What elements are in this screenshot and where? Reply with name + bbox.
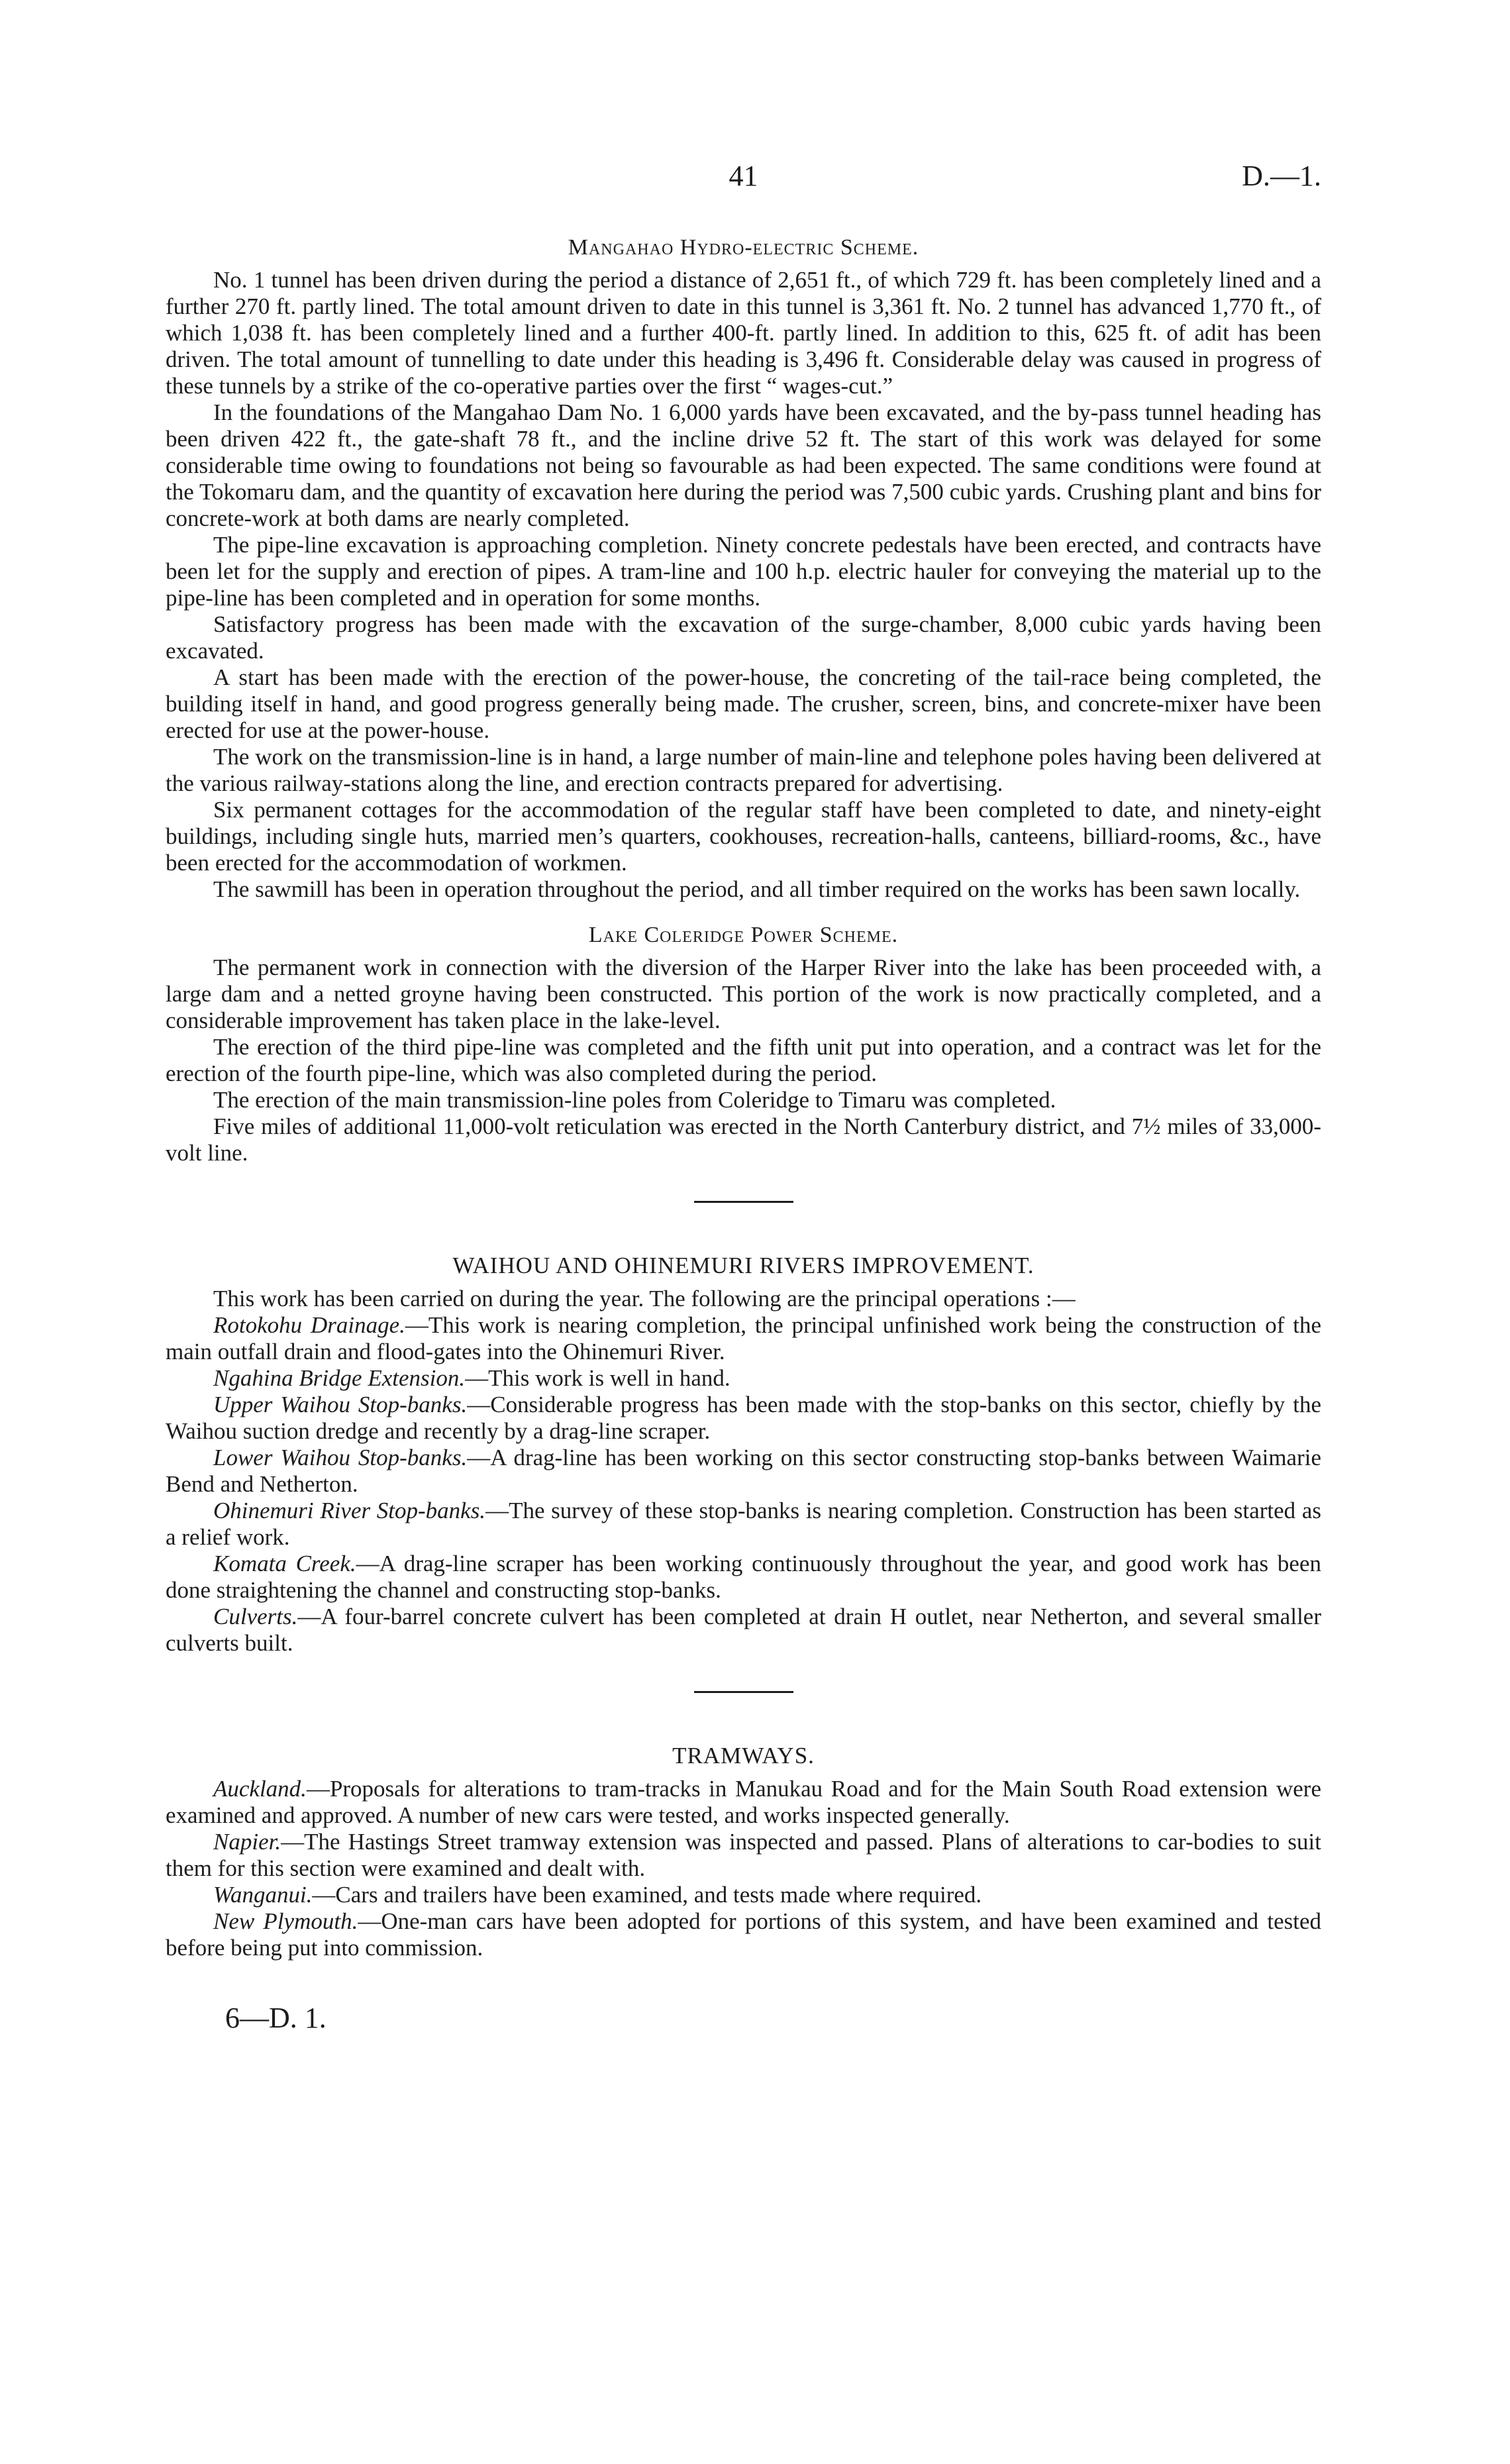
section-title-waihou: WAIHOU AND OHINEMURI RIVERS IMPROVEMENT. — [452, 1253, 1034, 1278]
item-text: —Cars and trailers have been examined, and tests made where required. — [312, 1882, 982, 1908]
item-text: —One-man cars have been adopted for portions of this system, and have been examined and tested before being put into commission. — [166, 1908, 1321, 1961]
section-title-tramways: TRAMWAYS. — [672, 1743, 815, 1769]
item-text: —A four-barrel concrete culvert has been completed at drain H outlet, near Netherton, and several smaller culverts built. — [166, 1604, 1321, 1656]
paragraph: The work on the transmission-line is in hand, a large number of main-line and telephone poles having been delivered at the various railway-stations along the line, and erection contracts prepared for advertising. — [166, 744, 1321, 796]
item-text: —Considerable progress has been made with the stop-banks on this sector, chiefly by the Waihou suction dredge and recently by a drag-line scraper. — [166, 1392, 1321, 1444]
list-item — [166, 1604, 1321, 1657]
page-number: 41 — [729, 160, 758, 192]
item-text: —The survey of these stop-banks is nearing completion. Construction has been started as a relief work. — [166, 1498, 1321, 1550]
item-heading: Wanganui. — [213, 1882, 313, 1908]
paragraph: No. 1 tunnel has been driven during the period a distance of 2,651 ft., of which 729 ft. has been completely lined and a further 270 ft. partly lined. The total amount driven to date in this tunnel is 3,361 ft. No. 2 tunnel has advanced 1,770 ft., of which 1,038 ft. has been completely lined and a further 400-ft. partly lined. In addition to this, 625 ft. of adit has been driven. The total amount of tunnelling to date under this heading is 3,496 ft. Considerable delay was caused in progress of these tunnels by a strike of the co-operative parties over the first “ wages-cut.” — [166, 267, 1321, 399]
item-heading: Auckland. — [213, 1776, 307, 1802]
signature-reference: 6—D. 1. — [225, 2002, 327, 2034]
item-heading: Komata Creek. — [213, 1551, 356, 1576]
paragraph: The sawmill has been in operation throughout the period, and all timber required on the works has been sawn locally. — [213, 876, 1301, 902]
item-heading: Ohinemuri River Stop-banks. — [213, 1498, 486, 1523]
item-text: —A drag-line has been working on this sector constructing stop-banks between Waimarie Bend and Netherton. — [166, 1445, 1321, 1497]
item-heading: Rotokohu Drainage. — [213, 1312, 405, 1338]
item-text: —The Hastings Street tramway extension was inspected and passed. Plans of alterations to car-bodies to suit them for this section were examined and dealt with. — [166, 1829, 1321, 1881]
item-heading: Ngahina Bridge Extension. — [213, 1365, 466, 1391]
item-heading: Napier. — [213, 1829, 281, 1855]
paragraph: In the foundations of the Mangahao Dam No. 1 6,000 yards have been excavated, and the by-pass tunnel heading has been driven 422 ft., the gate-shaft 78 ft., and the incline drive 52 ft. The start of this work was delayed for some considerable time owing to foundations not being so favourable as had been expected. The same conditions were found at the Tokomaru dam, and the quantity of excavation here during the period was 7,500 cubic yards. Crushing plant and bins for concrete-work at both dams are nearly completed. — [166, 399, 1321, 531]
page-body — [166, 229, 1321, 2035]
paragraph: The pipe-line excavation is approaching completion. Ninety concrete pedestals have been erected, and contracts have been let for the supply and erection of pipes. A tram-line and 100 h.p. electric hauler for conveying the material up to the pipe-line has been completed and in operation for some months. — [166, 532, 1321, 611]
list-item — [166, 1445, 1321, 1498]
item-heading: Culverts. — [213, 1604, 298, 1629]
section-title-mangahao: Mangahao Hydro-electric Scheme. — [568, 235, 919, 260]
document-page — [166, 0, 1321, 2464]
list-item — [166, 1882, 1321, 1908]
item-heading: Lower Waihou Stop-banks. — [213, 1445, 468, 1470]
list-item — [166, 1551, 1321, 1604]
list-item — [166, 1776, 1321, 1829]
page-header — [166, 159, 1321, 199]
list-item — [166, 1498, 1321, 1551]
item-text: —A drag-line scraper has been working continuously throughout the year, and good work has been done straightening the channel and constructing stop-banks. — [166, 1551, 1321, 1603]
list-item — [166, 1312, 1321, 1365]
paragraph: The erection of the third pipe-line was completed and the fifth unit put into operation, and a contract was let for the erection of the fourth pipe-line, which was also completed during the period. — [166, 1034, 1321, 1086]
section-divider — [694, 1691, 793, 1693]
item-heading: New Plymouth. — [213, 1908, 358, 1934]
item-text: —This work is well in hand. — [465, 1365, 730, 1391]
list-item — [166, 1392, 1321, 1445]
item-text: —This work is nearing completion, the principal unfinished work being the construction of the main outfall drain and flood-gates into the Ohinemuri River. — [166, 1312, 1321, 1364]
paragraph: Five miles of additional 11,000-volt reticulation was erected in the North Canterbury district, and 7½ miles of 33,000-volt line. — [166, 1113, 1321, 1166]
list-item — [166, 1365, 1321, 1392]
document-reference: D.—1. — [1242, 160, 1321, 192]
paragraph: The erection of the main transmission-line poles from Coleridge to Timaru was completed. — [213, 1087, 1056, 1113]
paragraph: The permanent work in connection with the diversion of the Harper River into the lake has been proceeded with, a large dam and a netted groyne having been constructed. This portion of the work is now practically completed, and a considerable improvement has taken place in the lake-level. — [166, 954, 1321, 1033]
list-item — [166, 1829, 1321, 1882]
item-text: —Proposals for alterations to tram-tracks in Manukau Road and for the Main South Road extension were examined and approved. A number of new cars were tested, and works inspected generally. — [166, 1776, 1321, 1828]
section-divider — [694, 1201, 793, 1203]
section-title-coleridge: Lake Coleridge Power Scheme. — [588, 923, 899, 947]
paragraph: Satisfactory progress has been made with the excavation of the surge-chamber, 8,000 cubic yards having been excavated. — [166, 611, 1321, 664]
paragraph: Six permanent cottages for the accommodation of the regular staff have been completed to date, and ninety-eight buildings, including single huts, married men’s quarters, cookhouses, recreation-halls, canteens, billiard-rooms, &c., have been erected for the accommodation of workmen. — [166, 797, 1321, 876]
paragraph: A start has been made with the erection of the power-house, the concreting of the tail-race being completed, the building itself in hand, and good progress generally being made. The crusher, screen, bins, and concrete-mixer have been erected for use at the power-house. — [166, 664, 1321, 743]
list-item — [166, 1908, 1321, 1961]
paragraph: This work has been carried on during the year. The following are the principal operations :— — [213, 1286, 1076, 1311]
item-heading: Upper Waihou Stop-banks. — [213, 1392, 468, 1417]
